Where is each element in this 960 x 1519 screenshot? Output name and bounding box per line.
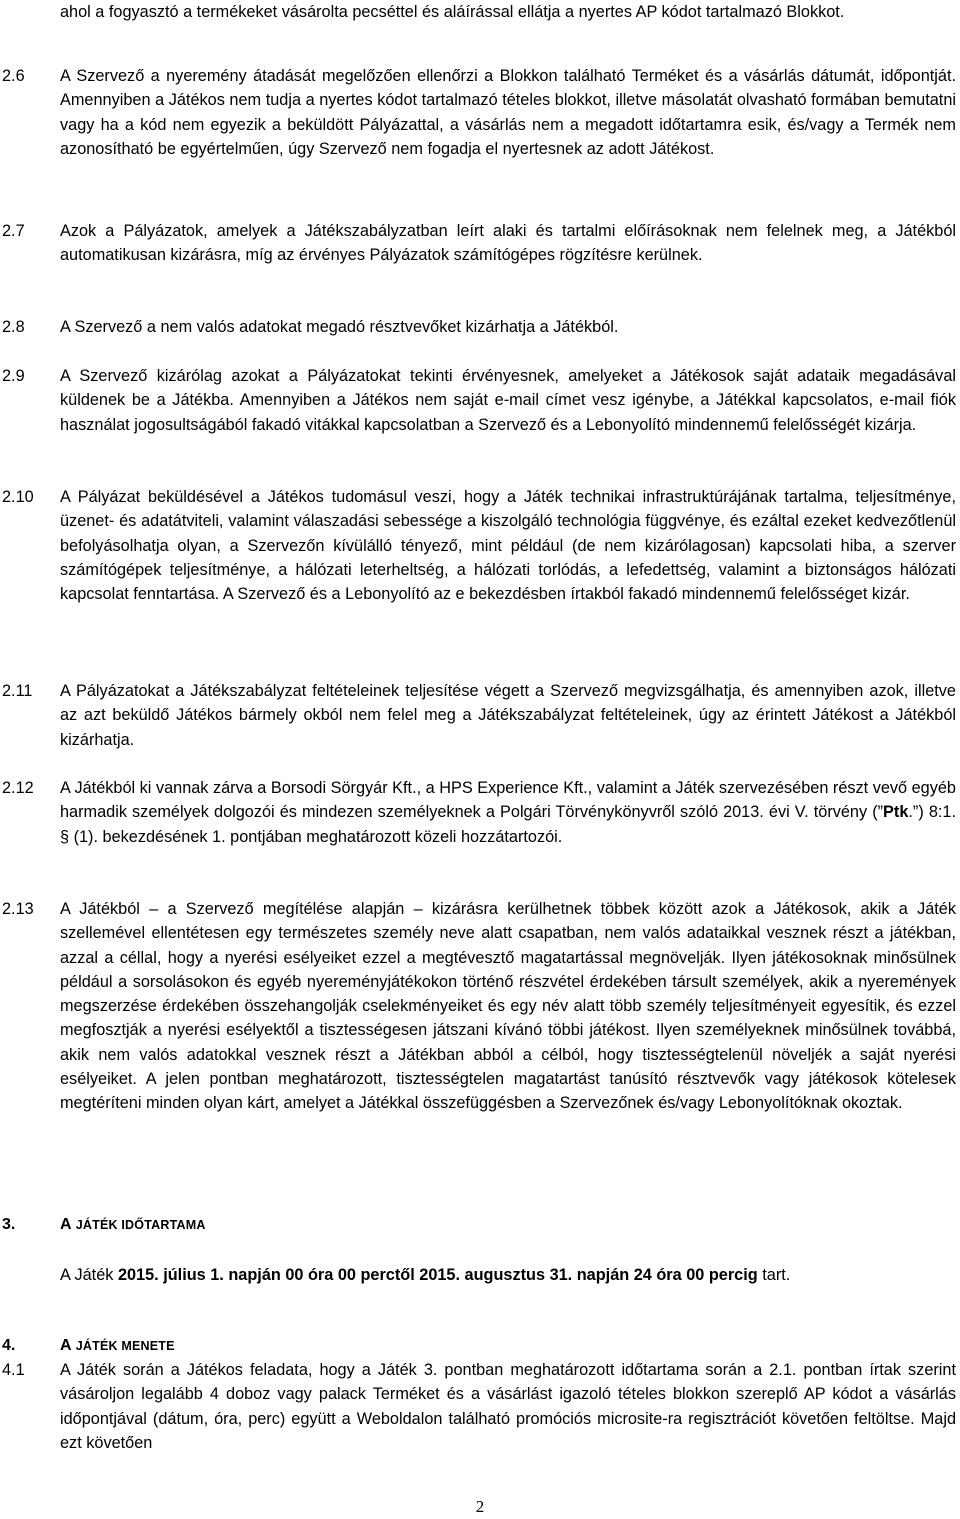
clause-number: 2.11 (2, 682, 33, 700)
clause-number: 4.1 (2, 1361, 25, 1379)
section-number: 3. (2, 1216, 16, 1233)
paragraph-text-part: A Játék (60, 1266, 114, 1284)
clause-text: A Pályázatokat a Játékszabályzat feltételeinek teljesítése végett a Szervező megvizsgálhatja, és amennyiben azok, illetve az azt beküldő Játékos bármely okból nem felel meg a Játékszabályzat feltételeinek, úgy az érintett Játékost a Játékból kizárhatja. (60, 682, 956, 749)
clause-text (60, 776, 956, 849)
clause-text: A Szervező a nem valós adatokat megadó résztvevőket kizárhatja a Játékból. (60, 318, 619, 336)
heading-initial: A (60, 1216, 72, 1233)
page-number: 2 (475, 1497, 485, 1516)
clause-number: 2.6 (2, 67, 25, 85)
clause-number: 2.10 (2, 488, 34, 506)
clause-number: 2.9 (2, 367, 25, 385)
clause-text: A Játék során a Játékos feladata, hogy a Játék 3. pontban meghatározott időtartama során a 2.1. pontban írtak szerint vásároljon legalább 4 doboz vagy palack Terméket és a vásárlást igazoló tételes blokkon szereplő AP kódot a vásárlás időpontjával (dátum, óra, perc) együtt a Weboldalon található promóciós microsite-ra regisztrációt követően feltöltse. Majd ezt követően (60, 1361, 956, 1452)
paragraph-text (60, 1263, 956, 1287)
clause-number: 2.12 (2, 779, 34, 797)
clause-text: A Szervező kizárólag azokat a Pályázatokat tekinti érvényesnek, amelyeket a Játékosok saját adataik megadásával küldenek be a Játékba. Amennyiben a Játékos nem saját e-mail címet vesz igénybe, a Játékkal kapcsolatos, e-mail fiók használat jogosultságából fakadó vitákkal kapcsolatban a Szervező és a Lebonyolító mindennemű felelősségét kizárja. (60, 367, 956, 434)
clause-number: 2.13 (2, 900, 34, 918)
clause-text: A Szervező a nyeremény átadását megelőzően ellenőrzi a Blokkon található Terméket és a vásárlás dátumát, időpontját. Amennyiben a Játékos nem tudja a nyertes kódot tartalmazó tételes blokkot, illetve másolatát olvasható formában bemutatni vagy ha a kód nem egyezik a beküldött Pályázattal, a vásárlás nem a megadott időtartamra esik, és/vagy a Termék nem azonosítható be egyértelműen, úgy Szervező nem fogadja el nyertesnek az adott Játékost. (60, 67, 956, 158)
clause-text: Azok a Pályázatok, amelyek a Játékszabályzatban leírt alaki és tartalmi előírásoknak nem felelnek meg, a Játékból automatikusan kizárásra, míg az érvényes Pályázatok számítógépes rögzítésre kerülnek. (60, 222, 956, 265)
section-number: 4. (2, 1337, 16, 1354)
section-3-heading (2, 1215, 206, 1235)
section-4-heading (2, 1336, 175, 1356)
paragraph-text-part: tart. (762, 1266, 791, 1284)
ptk-abbreviation: Ptk (883, 803, 909, 822)
heading-title: JÁTÉK MENETE (75, 1339, 175, 1353)
clause-number: 2.7 (2, 222, 25, 240)
clause-text: A Játékból – a Szervező megítélése alapján – kizárásra kerülhetnek többek között azok a Játékosok, akik a Játék szellemével ellentétesen egy természetes személy neve alatt csapatban, nem valós adataikkal vesznek részt a játékban, azzal a céllal, hogy a nyerési esélyeiket ezzel a megtévesztő magatartással megnövelják. Ilyen játékosoknak minősülnek például a sorsolásokon és egyéb nyereményjátékokon történő részvétel érdekében társult személyek, akik a nyeremények megszerzése érdekében összehangolják cselekményeiket és egy név alatt több személy teljesítményeit egyesítik, és ezzel megfosztják a nyerési esélyektől a tisztességesen játszani kívánó többi játékost. Ilyen személyeknek minősülnek továbbá, akik nem valós adatokkal vesznek részt a Játékban abból a célból, hogy tisztességtelenül növeljék a saját nyerési esélyeiket. A jelen pontban meghatározott, tisztességtelen magatartást tanúsító résztvevők vagy játékosok kötelesek megtéríteni minden olyan kárt, amelyet a Játékkal összefüggésben a Szervezőnek és/vagy Lebonyolítóknak okoztak. (60, 900, 956, 1113)
paragraph-text: ahol a fogyasztó a termékeket vásárolta pecséttel és aláírással ellátja a nyertes AP kódot tartalmazó Blokkot. (60, 3, 845, 21)
clause-text-part: A Játékból ki vannak zárva a Borsodi Sörgyár Kft., a HPS Experience Kft., valamint a Játék szervezésében részt vevő egyéb harmadik személyek dolgozói és mindezen személyeknek a Polgári Törvénykönyvről szóló 2013. évi V. törvény (” (60, 779, 956, 822)
clause-text-part: .”) 8:1. § (1). bekezdésének 1. pontjában meghatározott közeli hozzátartozói. (60, 803, 956, 846)
clause-number: 2.8 (2, 318, 25, 336)
heading-initial: A (60, 1337, 72, 1354)
heading-title: JÁTÉK IDŐTARTAMA (75, 1218, 206, 1232)
clause-text: A Pályázat beküldésével a Játékos tudomásul veszi, hogy a Játék technikai infrastruktúrájának tartalma, teljesítménye, üzenet- és adatátviteli, valamint válaszadási sebessége a kiszolgáló technológia függvénye, és ezáltal ezeket kedvezőtlenül befolyásolhatja olyan, a Szervezőn kívülálló tényező, mint például (de nem kizárólagosan) kapcsolati hiba, a szerver számítógépek teljesítménye, a hálózati leterheltség, a hálózati torlódás, a lefedettség, valamint a biztonságos hálózati kapcsolat fenntartása. A Szervező és a Lebonyolító az e bekezdésben írtakból fakadó mindennemű felelősséget kizár. (60, 488, 956, 604)
game-period: 2015. július 1. napján 00 óra 00 perctől 2015. augusztus 31. napján 24 óra 00 percig (117, 1266, 758, 1284)
